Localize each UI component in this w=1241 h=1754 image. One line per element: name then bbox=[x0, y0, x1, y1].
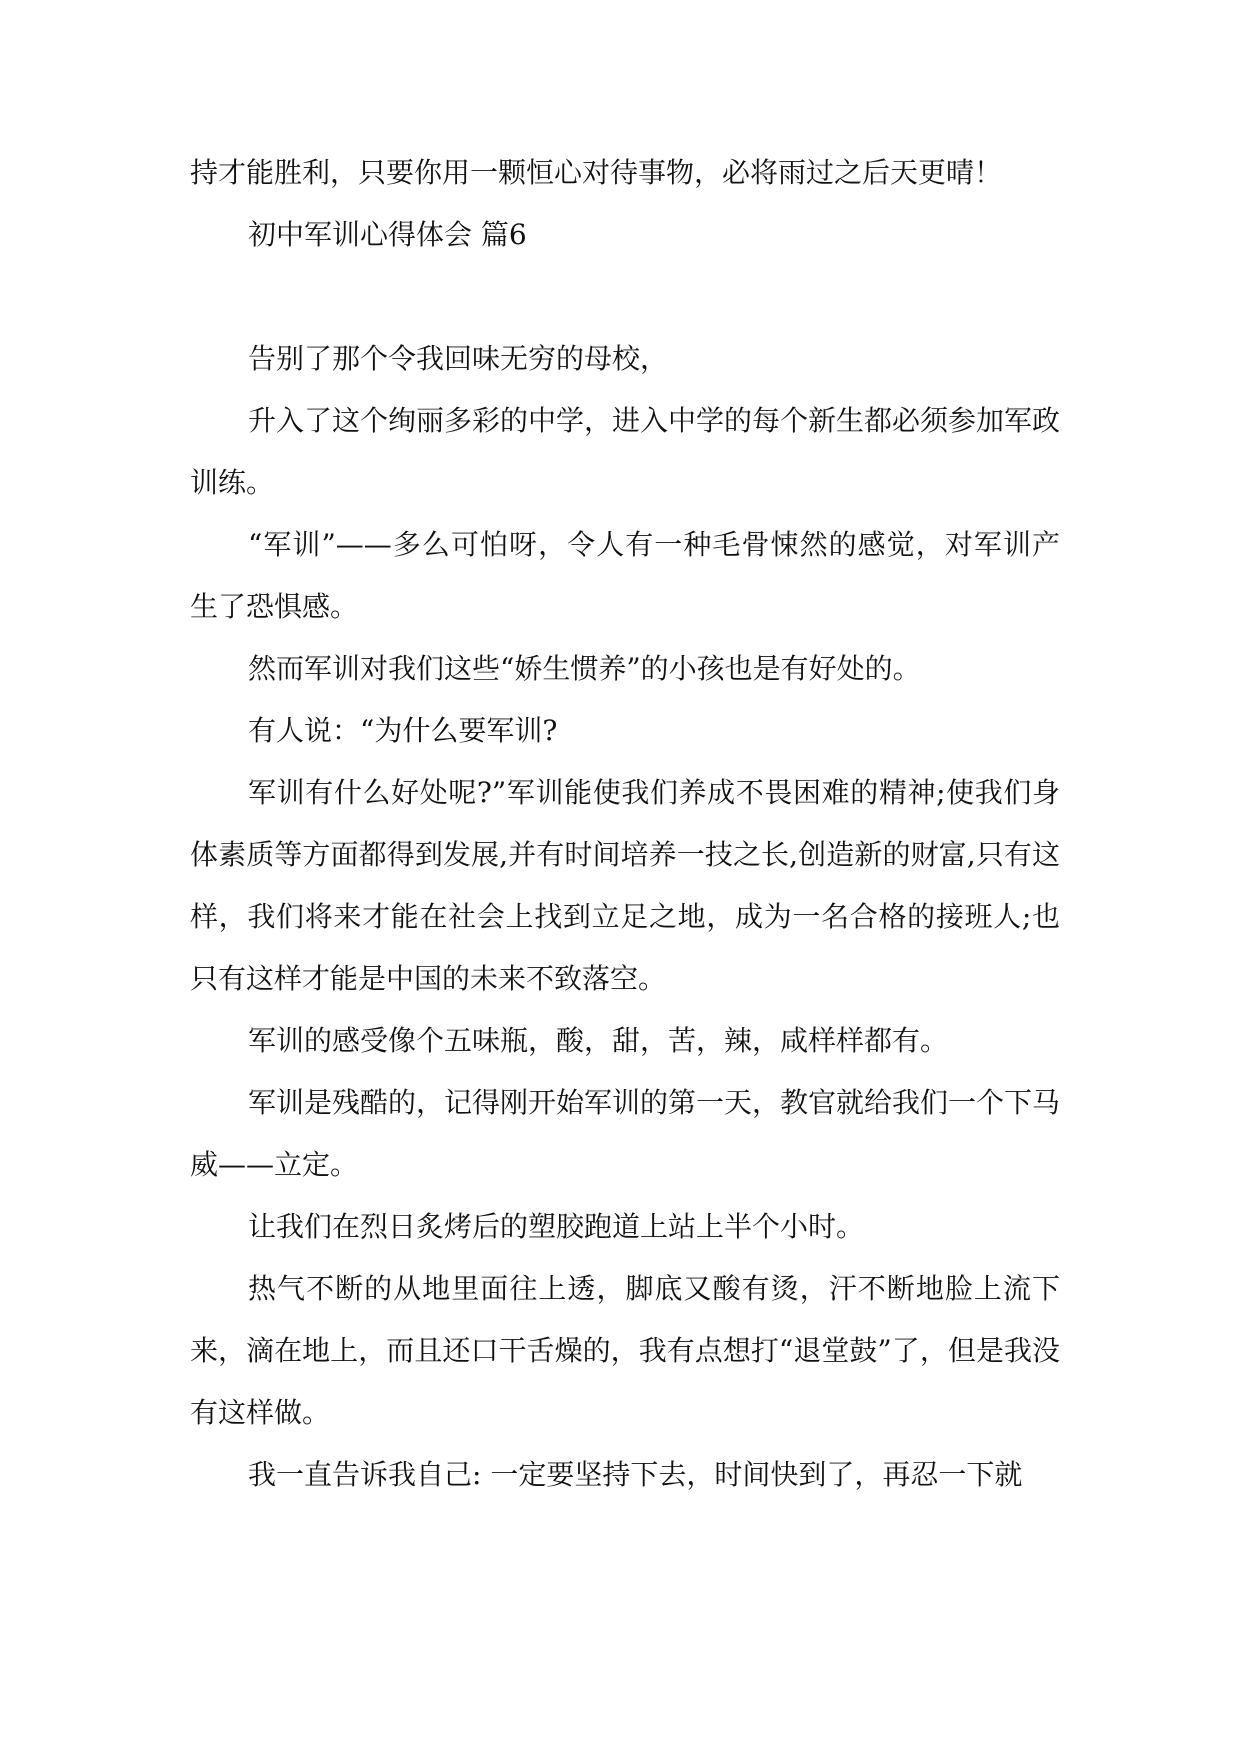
paragraph: 军训有什么好处呢?”军训能使我们养成不畏困难的精神;使我们身体素质等方面都得到发展,并有时间培养一技之长,创造新的财富,只有这样，我们将来才能在社会上找到立足之地，成为一名合格的接班人;也只有这样才能是中国的未来不致落空。 bbox=[190, 776, 1060, 995]
paragraph: 有人说：“为什么要军训? bbox=[248, 714, 558, 747]
paragraph: 军训的感受像个五味瓶，酸，甜，苦，辣，咸样样都有。 bbox=[248, 1024, 949, 1057]
paragraph-continuation: 持才能胜利，只要你用一颗恒心对待事物，必将雨过之后天更晴！ bbox=[190, 156, 1003, 189]
paragraph: 我一直告诉我自己: 一定要坚持下去，时间快到了，再忍一下就 bbox=[248, 1458, 1023, 1491]
paragraph: 升入了这个绚丽多彩的中学，进入中学的每个新生都必须参加军政训练。 bbox=[190, 404, 1061, 499]
paragraph: 让我们在烈日炙烤后的塑胶跑道上站上半个小时。 bbox=[248, 1210, 865, 1243]
paragraph: 然而军训对我们这些“娇生惯养”的小孩也是有好处的。 bbox=[248, 652, 921, 685]
paragraph: 告别了那个令我回味无穷的母校， bbox=[248, 342, 669, 375]
blank-line bbox=[190, 266, 1060, 328]
document-body bbox=[190, 142, 1060, 1506]
paragraph: “军训”——多么可怕呀，令人有一种毛骨悚然的感觉，对军训产生了恐惧感。 bbox=[190, 528, 1060, 623]
paragraph: 军训是残酷的，记得刚开始军训的第一天，教官就给我们一个下马威——立定。 bbox=[190, 1086, 1061, 1181]
section-heading: 初中军训心得体会 篇6 bbox=[248, 218, 527, 251]
paragraph: 热气不断的从地里面往上透，脚底又酸有烫，汗不断地脸上流下来，滴在地上，而且还口干舌燥的，我有点想打“退堂鼓”了，但是我没有这样做。 bbox=[190, 1272, 1060, 1429]
